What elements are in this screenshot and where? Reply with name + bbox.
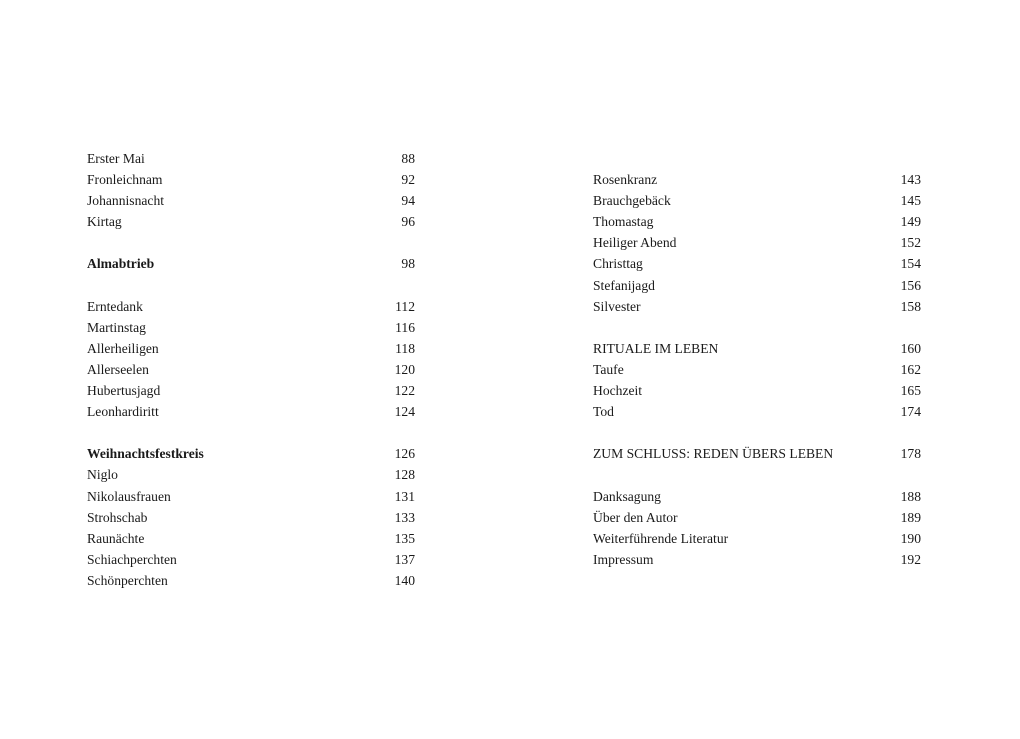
toc-entry-title: Fronleichnam [87,172,163,188]
toc-entry-page: 189 [900,509,921,525]
toc-entry-page: 98 [401,256,415,272]
toc-entry-title: Hubertusjagd [87,383,161,399]
toc-entry [593,169,921,190]
toc-entry [87,464,415,485]
toc-entry-page: 152 [900,235,921,251]
toc-left-column [87,148,415,591]
toc-entry-title: Hochzeit [593,383,643,399]
toc-entry-page: 88 [401,151,415,166]
toc-entry-page: 116 [395,319,415,335]
toc-entry-page: 145 [900,193,921,209]
toc-entry-page: 178 [900,446,921,462]
toc-spacer [593,317,921,338]
toc-entry-title: Weihnachtsfestkreis [87,446,204,462]
toc-entry-title: Stefanijagd [593,277,655,293]
toc-entry [87,148,415,169]
toc-entry-page: 190 [900,530,921,546]
toc-entry-title: Almabtrieb [87,256,155,272]
toc-entry [87,528,415,549]
toc-entry [87,443,415,464]
toc-entry-title: Erster Mai [87,151,145,166]
toc-entry-page: 112 [395,298,415,314]
toc-entry-page: 162 [900,361,921,377]
toc-entry [87,570,415,591]
toc-entry [593,296,921,317]
toc-entry-page: 158 [900,298,921,314]
toc-entry-title: Danksagung [593,488,661,504]
toc-entry [593,253,921,274]
toc-entry [593,338,921,359]
toc-entry-page: 96 [401,214,415,230]
toc-entry-title: Raunächte [87,530,145,546]
toc-entry-title: Erntedank [87,298,143,314]
toc-entry-page: 124 [394,404,415,420]
toc-entry-title: Schiachperchten [87,551,177,567]
toc-spacer [87,232,415,253]
toc-entry-title: Rosenkranz [593,172,658,188]
toc-entry [87,169,415,190]
toc-entry [87,359,415,380]
toc-entry-page: 92 [401,172,415,188]
toc-entry [593,380,921,401]
toc-entry [593,443,921,464]
toc-entry-page: 156 [900,277,921,293]
toc-entry [87,486,415,507]
toc-entry-title: Johannisnacht [87,193,165,209]
toc-entry-page: 137 [394,551,415,567]
toc-entry-title: Silvester [593,298,641,314]
toc-entry [87,380,415,401]
toc-entry-page: 192 [900,551,921,567]
toc-entry [87,507,415,528]
toc-entry-title: RITUALE IM LEBEN [593,340,719,356]
toc-entry-title: Allerheiligen [87,340,159,356]
toc-spacer [593,148,921,169]
toc-entry-page: 143 [900,172,921,188]
toc-entry-page: 118 [395,340,415,356]
toc-entry-title: Taufe [593,361,624,377]
toc-entry [87,253,415,274]
toc-entry-page: 120 [394,361,415,377]
toc-entry [87,317,415,338]
toc-entry [593,507,921,528]
toc-entry-page: 94 [401,193,415,209]
toc-entry-title: Christtag [593,256,643,272]
toc-right-column [593,148,921,570]
toc-entry-title: Heiliger Abend [593,235,677,251]
toc-entry-page: 122 [394,383,415,399]
toc-entry-title: Thomastag [593,214,654,230]
toc-entry-title: Über den Autor [593,509,678,525]
toc-entry [87,401,415,422]
toc-entry-title: Niglo [87,467,118,483]
toc-entry-page: 165 [900,383,921,399]
toc-entry [593,401,921,422]
toc-entry-page: 149 [900,214,921,230]
toc-entry-title: Allerseelen [87,361,149,377]
toc-entry [87,296,415,317]
toc-entry [87,211,415,232]
toc-entry [593,232,921,253]
toc-entry-page: 174 [900,404,921,420]
toc-spacer [593,422,921,443]
toc-entry-title: Strohschab [87,509,148,525]
toc-entry-page: 154 [900,256,921,272]
toc-entry-title: Nikolausfrauen [87,488,171,504]
toc-entry-title: ZUM SCHLUSS: REDEN ÜBERS LEBEN [593,446,834,462]
toc-entry-page: 188 [900,488,921,504]
toc-entry-title: Tod [593,404,614,420]
toc-entry-title: Schönperchten [87,572,168,588]
toc-entry [593,190,921,211]
toc-entry-title: Brauchgebäck [593,193,671,209]
toc-spacer [87,422,415,443]
toc-entry [593,275,921,296]
toc-entry [87,549,415,570]
toc-entry-page: 131 [394,488,415,504]
toc-entry-page: 126 [394,446,415,462]
toc-entry-title: Weiterführende Literatur [593,530,729,546]
toc-entry [593,359,921,380]
toc-entry [593,549,921,570]
toc-entry [87,338,415,359]
toc-spacer [87,275,415,296]
toc-entry-page: 133 [394,509,415,525]
toc-entry-title: Leonhardiritt [87,404,159,420]
toc-entry-page: 140 [394,572,415,588]
toc-spacer [593,464,921,485]
toc-entry-page: 128 [394,467,415,483]
toc-entry [593,211,921,232]
toc-entry-page: 160 [900,340,921,356]
toc-entry-title: Martinstag [87,319,146,335]
toc-entry [593,528,921,549]
toc-entry [87,190,415,211]
toc-entry-title: Kirtag [87,214,122,230]
toc-entry-title: Impressum [593,551,654,567]
toc-entry-page: 135 [394,530,415,546]
toc-entry [593,486,921,507]
